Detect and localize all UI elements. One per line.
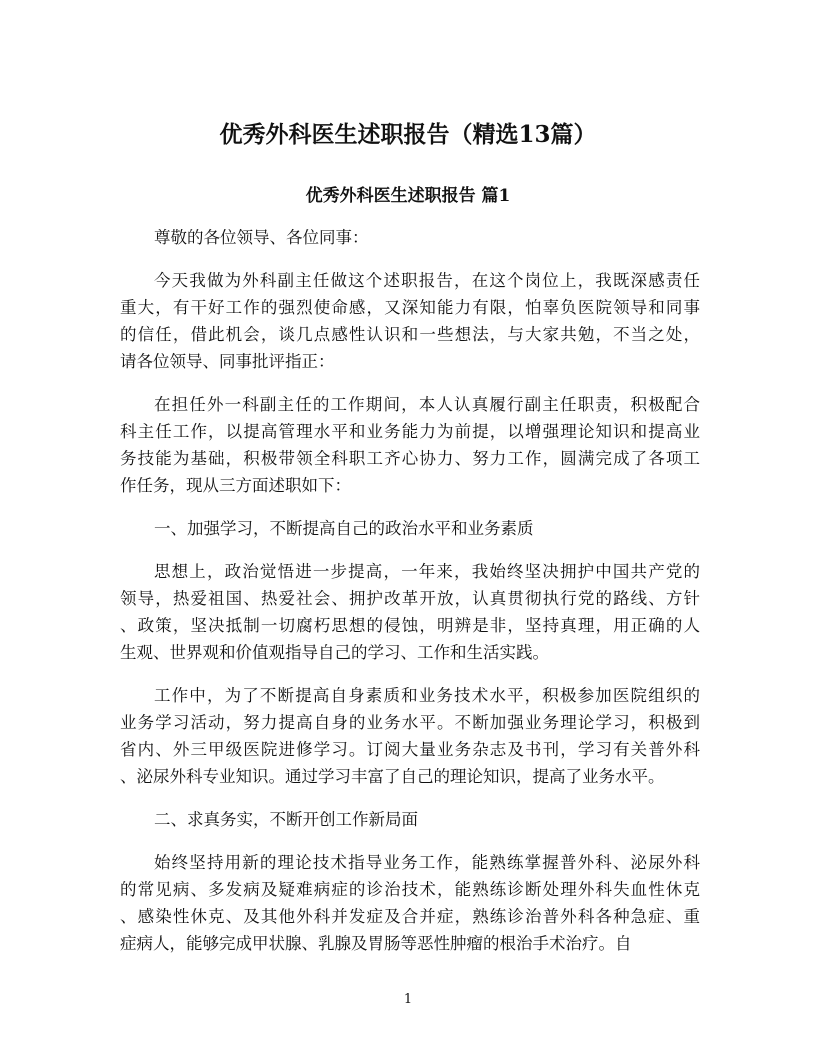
page-number: 1 [403, 992, 413, 1007]
text-line: 的常见病、多发病及疑难病症的诊治技术，能熟练诊断处理外科失血性休克 [120, 880, 700, 899]
text-line: 一、加强学习，不断提高自己的政治水平和业务素质 [154, 519, 534, 538]
text-line: 在担任外一科副主任的工作期间，本人认真履行副主任职责，积极配合 [154, 395, 700, 414]
text-line: 尊敬的各位领导、各位同事： [154, 228, 369, 247]
text-line: 工作中，为了不断提高自身素质和业务技术水平，积极参加医院组织的 [154, 686, 700, 705]
text-line: 、政策，坚决抵制一切腐朽思想的侵蚀，明辨是非，坚持真理，用正确的人 [120, 616, 700, 635]
text-line: 、感染性休克、及其他外科并发症及合并症，熟练诊治普外科各种急症、重 [120, 907, 700, 926]
paragraph [120, 849, 700, 957]
text-line: 重大，有干好工作的强烈使命感，又深知能力有限，怕辜负医院领导和同事 [120, 298, 700, 317]
paragraph [120, 558, 700, 666]
paragraph [120, 682, 700, 790]
document-body [120, 224, 700, 973]
text-line: 症病人，能够完成甲状腺、乳腺及胃肠等恶性肿瘤的根治手术治疗。自 [120, 934, 632, 953]
text-line: 二、求真务实，不断开创工作新局面 [154, 810, 418, 829]
text-line: 始终坚持用新的理论技术指导业务工作，能熟练掌握普外科、泌尿外科 [154, 853, 700, 872]
paragraph [120, 224, 700, 251]
text-line: 思想上，政治觉悟进一步提高，一年来，我始终坚决拥护中国共产党的 [154, 562, 700, 581]
text-line: 业务学习活动，努力提高自身的业务水平。不断加强业务理论学习，积极到 [120, 713, 700, 732]
text-line: 务技能为基础，积极带领全科职工齐心协力、努力工作，圆满完成了各项工 [120, 449, 700, 468]
paragraph [120, 806, 700, 833]
paragraph [120, 515, 700, 542]
text-line: 领导，热爱祖国、热爱社会、拥护改革开放，认真贯彻执行党的路线、方针 [120, 589, 700, 608]
text-line: 省内、外三甲级医院进修学习。订阅大量业务杂志及书刊，学习有关普外科 [120, 740, 700, 759]
text-line: 科主任工作，以提高管理水平和业务能力为前提，以增强理论知识和提高业 [120, 422, 700, 441]
text-line: 的信任，借此机会，谈几点感性认识和一些想法，与大家共勉，不当之处， [120, 325, 700, 344]
section-title: 优秀外科医生述职报告 篇1 [305, 186, 511, 206]
paragraph [120, 267, 700, 375]
text-line: 、泌尿外科专业知识。通过学习丰富了自己的理论知识，提高了业务水平。 [120, 767, 665, 786]
text-line: 今天我做为外科副主任做这个述职报告，在这个岗位上，我既深感责任 [154, 271, 700, 290]
paragraph [120, 391, 700, 499]
text-line: 生观、世界观和价值观指导自己的学习、工作和生活实践。 [120, 643, 549, 662]
text-line: 作任务，现从三方面述职如下： [120, 476, 351, 495]
document-title: 优秀外科医生述职报告（精选13篇） [219, 121, 597, 148]
text-line: 请各位领导、同事批评指正： [120, 352, 335, 371]
